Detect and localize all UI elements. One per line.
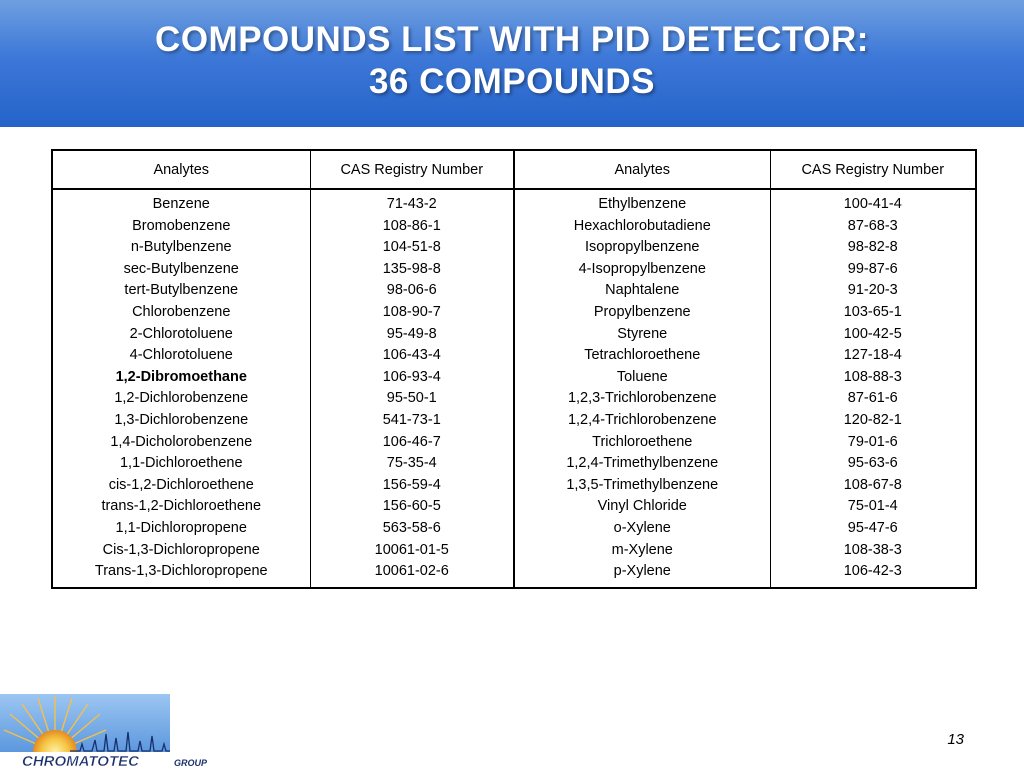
right-analyte-cell: 1,2,4-Trimethylbenzene xyxy=(566,455,719,472)
right-cas-number-cell: 108-38-3 xyxy=(843,541,902,558)
left-analyte-cell: 4-Chlorotoluene xyxy=(129,347,233,364)
column-header-cas-right: CAS Registry Number xyxy=(770,150,976,189)
column-header-cas-left: CAS Registry Number xyxy=(310,150,514,189)
right-analyte-cell: 1,2,3-Trichlorobenzene xyxy=(567,390,717,407)
right-analyte-cell: Ethylbenzene xyxy=(598,196,687,212)
left-cas-number-cell: 108-86-1 xyxy=(382,217,441,234)
right-analyte-cell: m-Xylene xyxy=(611,541,673,558)
column-header-analytes-left: Analytes xyxy=(52,150,310,189)
right-cas-number-cell: 127-18-4 xyxy=(843,347,902,364)
left-analyte-cell: n-Butylbenzene xyxy=(130,239,232,256)
right-cas-number-cell: 98-82-8 xyxy=(847,239,898,256)
left-cas-number-cell: 75-35-4 xyxy=(386,455,437,472)
left-cas-number-cell: 156-60-5 xyxy=(382,498,441,515)
chromatotec-logo-graphic xyxy=(0,694,215,768)
left-analyte-cell: 2-Chlorotoluene xyxy=(129,325,233,342)
left-analyte-cell: Bromobenzene xyxy=(132,217,231,234)
right-cas-number-cell: 91-20-3 xyxy=(847,282,898,299)
compounds-table-container xyxy=(51,149,975,589)
left-cas-number-cell: 541-73-1 xyxy=(382,411,441,428)
left-analyte-cell: tert-Butylbenzene xyxy=(124,282,239,299)
cas-column-left xyxy=(310,189,514,588)
right-analyte-cell: Isopropylbenzene xyxy=(585,239,700,256)
right-analyte-cell: 4-Isopropylbenzene xyxy=(578,260,706,277)
right-cas-number-cell: 108-88-3 xyxy=(843,368,902,385)
right-analyte-cell: Hexachlorobutadiene xyxy=(573,217,711,234)
right-cas-number-cell: 100-41-4 xyxy=(843,196,902,212)
right-analyte-cell: Naphtalene xyxy=(605,282,680,299)
left-analyte-cell: sec-Butylbenzene xyxy=(123,260,239,277)
right-cas-number-cell: 99-87-6 xyxy=(847,260,898,277)
left-analyte-cell: 1,1-Dichloroethene xyxy=(119,455,243,472)
left-analyte-cell: 1,2-Dichlorobenzene xyxy=(114,390,249,407)
left-cas-number-cell: 106-43-4 xyxy=(382,347,441,364)
right-cas-number-cell: 106-42-3 xyxy=(843,563,902,580)
right-cas-number-cell: 95-63-6 xyxy=(847,455,898,472)
right-analyte-cell: Tetrachloroethene xyxy=(584,347,701,364)
right-cas-number-cell: 87-61-6 xyxy=(847,390,898,407)
right-analyte-cell: Propylbenzene xyxy=(593,303,691,320)
left-analyte-cell: Trans-1,3-Dichloropropene xyxy=(94,563,268,580)
left-cas-number-cell: 71-43-2 xyxy=(386,196,437,212)
left-cas-number-cell: 135-98-8 xyxy=(382,260,441,277)
left-cas-number-cell: 563-58-6 xyxy=(382,519,441,536)
left-cas-number-cell: 10061-01-5 xyxy=(374,541,449,558)
title-banner xyxy=(0,0,1024,127)
right-cas-number-cell: 108-67-8 xyxy=(843,476,902,493)
right-cas-number-cell: 100-42-5 xyxy=(843,325,902,342)
right-cas-number-cell: 95-47-6 xyxy=(847,519,898,536)
left-cas-number-cell: 104-51-8 xyxy=(382,239,441,256)
analytes-column-left xyxy=(52,189,310,588)
left-cas-number-cell: 106-46-7 xyxy=(382,433,441,450)
left-analyte-cell: trans-1,2-Dichloroethene xyxy=(101,498,262,515)
right-analyte-cell: Vinyl Chloride xyxy=(597,498,687,515)
left-cas-number-cell: 108-90-7 xyxy=(382,303,441,320)
slide-title-line-2: 36 COMPOUNDS xyxy=(368,61,656,101)
left-analyte-cell: 1,3-Dichlorobenzene xyxy=(114,411,249,428)
right-cas-number-cell: 75-01-4 xyxy=(847,498,898,515)
chromatotec-logo xyxy=(0,694,215,768)
left-analyte-cell: cis-1,2-Dichloroethene xyxy=(108,476,254,493)
right-analyte-cell: Trichloroethene xyxy=(592,433,693,450)
left-cas-number-cell: 95-49-8 xyxy=(386,325,437,342)
table-header-row xyxy=(52,150,976,189)
right-analyte-cell: 1,2,4-Trichlorobenzene xyxy=(567,411,717,428)
right-cas-number-cell: 87-68-3 xyxy=(847,217,898,234)
right-analyte-cell: 1,3,5-Trimethylbenzene xyxy=(566,476,719,493)
right-analyte-cell: Styrene xyxy=(617,325,668,342)
compounds-table xyxy=(51,149,977,589)
left-cas-number-cell: 106-93-4 xyxy=(382,368,441,385)
slide-title-line-1: COMPOUNDS LIST WITH PID DETECTOR: xyxy=(155,19,869,59)
right-cas-number-cell: 79-01-6 xyxy=(847,433,898,450)
left-cas-number-cell: 10061-02-6 xyxy=(374,563,449,580)
left-analyte-cell: Cis-1,3-Dichloropropene xyxy=(102,541,260,558)
right-analyte-cell: Toluene xyxy=(616,368,668,385)
analytes-column-right xyxy=(514,189,770,588)
left-cas-number-cell: 98-06-6 xyxy=(386,282,437,299)
logo-wordmark: CHROMATOTEC xyxy=(22,753,139,768)
page-number: 13 xyxy=(947,731,964,748)
cas-column-right xyxy=(770,189,976,588)
right-cas-number-cell: 120-82-1 xyxy=(843,411,902,428)
left-analyte-cell: 1,1-Dichloropropene xyxy=(115,519,247,536)
left-analyte-cell: Chlorobenzene xyxy=(132,303,231,320)
right-analyte-cell: o-Xylene xyxy=(613,519,671,536)
right-cas-number-cell: 103-65-1 xyxy=(843,303,902,320)
left-cas-number-cell: 95-50-1 xyxy=(386,390,437,407)
column-header-analytes-right: Analytes xyxy=(514,150,770,189)
logo-group-text: GROUP xyxy=(174,758,208,768)
left-analyte-cell: 1,4-Dicholorobenzene xyxy=(110,433,253,450)
left-analyte-cell: 1,2-Dibromoethane xyxy=(115,368,247,385)
left-cas-number-cell: 156-59-4 xyxy=(382,476,441,493)
left-analyte-cell: Benzene xyxy=(152,196,210,212)
right-analyte-cell: p-Xylene xyxy=(613,563,671,580)
table-body-row xyxy=(52,189,976,588)
